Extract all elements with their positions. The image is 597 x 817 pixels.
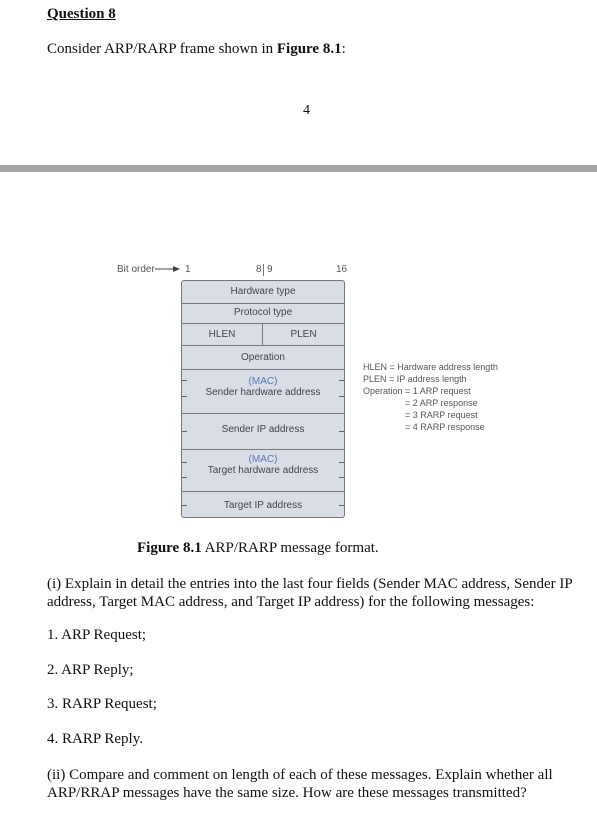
part-i-text: (i) Explain in detail the entries into the last four fields (Sender MAC address, Sender IP address, Target MAC address, and Target IP address) for the following messages: [47,576,573,610]
field-sender-ip-label: Sender IP address [221,424,305,435]
field-hardware-type [182,281,344,303]
arrow-right-icon [155,263,181,275]
frame-tick [182,431,187,432]
question-intro [47,41,346,58]
field-target-hardware-address [182,449,344,491]
target-mac-tag: (MAC) [248,454,278,465]
legend-line: Operation = 1 ARP request [363,386,471,396]
question-heading: Question 8 [47,6,116,22]
page-number: 4 [303,103,310,118]
figure-caption [137,540,379,557]
frame-tick [182,477,187,478]
bit-position-1: 1 [185,264,191,275]
frame-tick [339,396,344,397]
field-protocol-type-label: Protocol type [233,307,293,318]
frame-tick [182,462,187,463]
frame-tick [182,380,187,381]
frame-tick [339,462,344,463]
legend-line: PLEN = IP address length [363,374,467,384]
intro-prefix: Consider ARP/RARP frame shown in [47,41,277,57]
bit-divider [263,264,264,276]
frame-tick [339,431,344,432]
bit-order-label: Bit order [117,264,155,275]
arp-frame-diagram [181,280,345,518]
bit-position-16: 16 [336,264,348,275]
page-separator [0,165,597,172]
legend-line: HLEN = Hardware address length [363,362,498,372]
bit-position-9: 9 [267,264,273,275]
intro-figure-ref: Figure 8.1 [276,41,342,57]
field-operation [182,345,344,369]
figure-legend [363,361,498,433]
bit-position-8: 8 [256,264,262,275]
legend-line: = 3 RARP request [405,410,478,420]
list-item: 2. ARP Reply; [47,662,134,678]
frame-tick [339,505,344,506]
field-target-ip-address [182,491,344,518]
legend-line: = 2 ARP response [405,398,478,408]
legend-line: = 4 RARP response [405,422,485,432]
field-sender-ip-address [182,413,344,449]
field-operation-label: Operation [241,352,285,363]
field-protocol-type [182,303,344,323]
figure-caption-text: ARP/RARP message format. [201,540,379,556]
frame-tick [339,380,344,381]
frame-tick [182,396,187,397]
field-hlen-label: HLEN [208,329,236,340]
field-sender-hw-label: Sender hardware address [205,387,321,398]
field-hlen-plen-row [182,323,344,345]
field-sender-hardware-address [182,369,344,413]
sender-mac-tag: (MAC) [248,376,278,387]
part-ii-text: (ii) Compare and comment on length of each of these messages. Explain whether all ARP/RRAP messages have the same size. How are these messages transmitted? [47,767,553,801]
frame-tick [182,505,187,506]
field-target-hw-label: Target hardware address [207,465,319,476]
list-item: 4. RARP Reply. [47,731,143,747]
field-target-ip-label: Target IP address [223,500,303,511]
list-item: 3. RARP Request; [47,696,157,712]
field-hardware-type-label: Hardware type [230,286,296,297]
field-plen-label: PLEN [290,329,317,340]
figure-caption-label: Figure 8.1 [137,540,202,556]
intro-suffix: : [341,41,346,57]
field-hlen [182,324,263,345]
list-item: 1. ARP Request; [47,627,147,643]
frame-tick [339,477,344,478]
